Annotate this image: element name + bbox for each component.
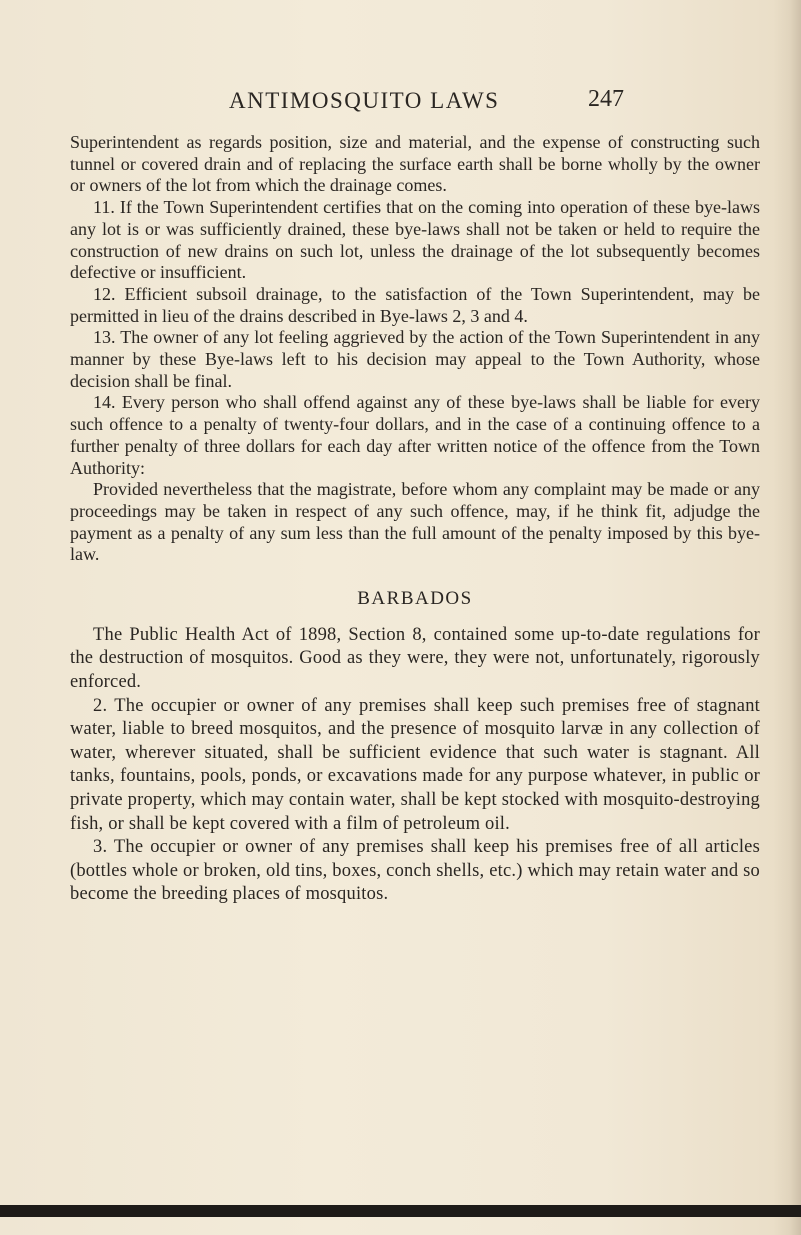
running-title: ANTIMOSQUITO LAWS [229,88,500,113]
page-number: 247 [588,86,624,112]
paragraph-proviso: Provided nevertheless that the magistrate, before whom any complaint may be made or any proceedings may be taken in respect of any such offence, may, if he think fit, adjudge the payment as a penalty of any sum less than the full amount of the penalty imposed by this bye-law. [70,479,760,565]
paragraph-continuation: Superintendent as regards position, size and material, and the expense of constructing such tunnel or covered drain and of replacing the surface earth shall be borne wholly by the owner or owners of the lot from which the drainage comes. [70,132,760,196]
paragraph-bye-law-12: 12. Efficient subsoil drainage, to the satisfaction of the Town Superintendent, may be permitted in lieu of the drains described in Bye-laws 2, 3 and 4. [70,283,760,326]
barbados-section [70,624,760,907]
bottom-edge-rule [0,1205,801,1217]
paragraph-bye-law-14: 14. Every person who shall offend against any of these bye-laws shall be liable for every such offence to a penalty of twenty-four dollars, and in the case of a continuing offence to a further penalty of three dollars for each day after written notice of the offence from the Town Authority: [70,392,760,478]
paragraph-regulation-2: 2. The occupier or owner of any premises shall keep such premises free of stagnant water, liable to breed mosquitos, and the presence of mosquito larvæ in any collection of water, wherever situated, shall be sufficient evidence that such water is stagnant. All tanks, fountains, pools, ponds, or excavations made for any purpose whatever, in public or private property, which may contain water, shall be kept stocked with mosquito-destroying fish, or shall be kept covered with a film of petroleum oil. [70,695,760,834]
page-edge-shadow [773,0,801,1235]
paragraph-bye-law-11: 11. If the Town Superintendent certifies that on the coming into operation of these bye-laws any lot is or was sufficiently drained, these bye-laws shall not be taken or held to require the construction of new drains on such lot, unless the drainage of the lot subsequently becomes defective or insufficient. [70,197,760,283]
page-header [0,88,801,120]
paragraph-bye-law-13: 13. The owner of any lot feeling aggrieved by the action of the Town Superintendent in any manner by these Bye-laws left to his decision may appeal to the Town Authority, whose decision shall be final. [70,327,760,391]
paragraph-public-health-act: The Public Health Act of 1898, Section 8, contained some up-to-date regulations for the destruction of mosquitos. Good as they were, they were not, unfortunately, rigorously enforced. [70,624,760,692]
paragraph-regulation-3: 3. The occupier or owner of any premises shall keep his premises free of all articles (bottles whole or broken, old tins, boxes, conch shells, etc.) which may retain water and so become the breeding places of mosquitos. [70,837,760,905]
section-heading-barbados: BARBADOS [357,588,473,610]
page-body [70,132,760,907]
